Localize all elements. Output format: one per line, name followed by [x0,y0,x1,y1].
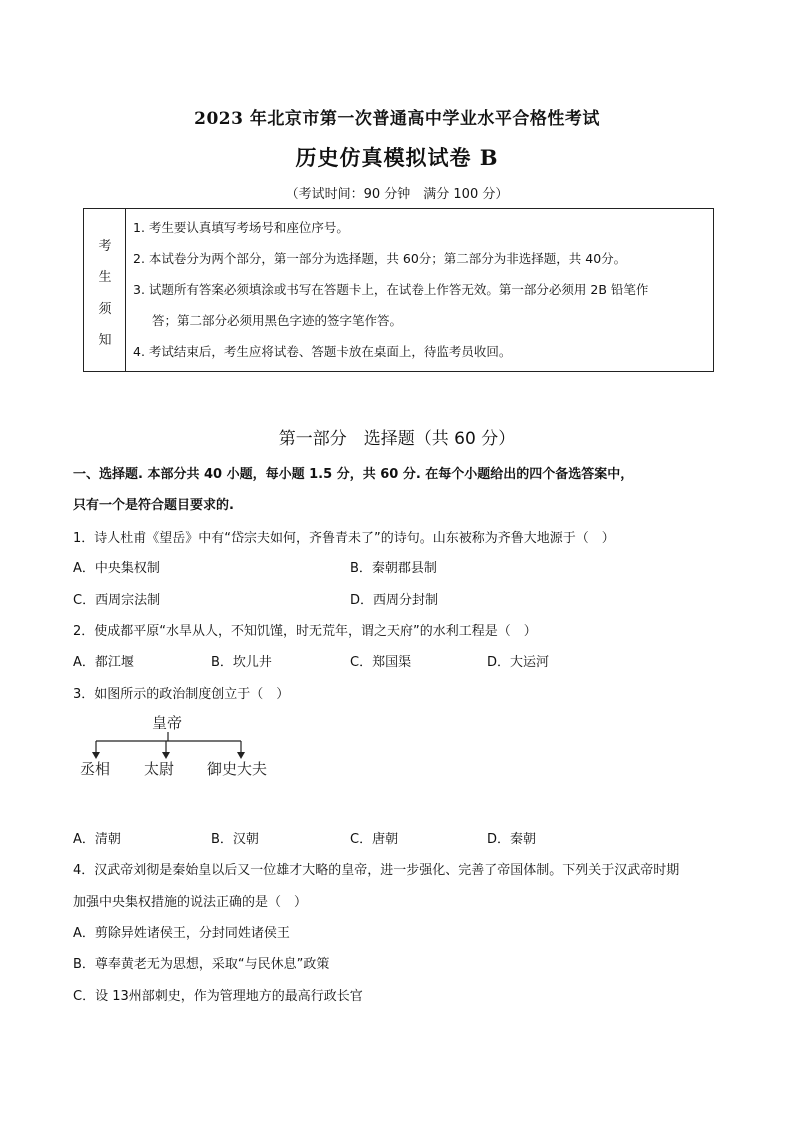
diagram-arrowhead [92,752,100,759]
question-1-stem: 1．诗人杜甫《望岳》中有“岱宗夫如何，齐鲁青未了”的诗句。山东被称为齐鲁大地源于（ ） [73,531,615,546]
question-3-stem: 3．如图所示的政治制度创立于（ ） [73,687,290,702]
notice-item: 3. 试题所有答案必须填涂或书写在答题卡上，在试卷上作答无效。第一部分必须用 2B 铅笔作 [133,282,649,297]
question-1-option-d[interactable]: D．西周分封制 [350,593,439,608]
part-one-title: 第一部分 选择题（共 60 分） [278,429,516,449]
question-3-option-c[interactable]: C．唐朝 [350,832,399,847]
instructions-emphasis: 在每个小题给出的四个备选答案中， [425,467,634,482]
exam-subject-title: 历史仿真模拟试卷 B [295,145,499,170]
question-4-option-b[interactable]: B．尊奉黄老无为思想，采取“与民休息”政策 [73,957,330,972]
question-3-option-a[interactable]: A．清朝 [73,832,121,847]
question-4-option-a[interactable]: A．剪除异姓诸侯王，分封同姓诸侯王 [73,926,290,941]
instructions-prefix: 一、选择题. 本部分共 40 小题，每小题 1.5 分，共 60 分. [73,467,426,482]
exam-duration-score: （考试时间：90 分钟 满分 100 分） [285,187,509,202]
political-system-diagram [76,708,296,788]
question-4-stem-line1: 4．汉武帝刘彻是秦始皇以后又一位雄才大略的皇帝，进一步强化、完善了帝国体制。下列关于汉武帝时期 [73,863,680,878]
candidate-notice-box [83,208,714,372]
question-2-option-c[interactable]: C．郑国渠 [350,655,412,670]
question-1-option-c[interactable]: C．西周宗法制 [73,593,161,608]
diagram-child-node: 太尉 [144,760,175,778]
question-2-option-b[interactable]: B．坎儿井 [211,655,272,670]
exam-title: 2023 年北京市第一次普通高中学业水平合格性考试 [194,109,600,129]
question-2-stem: 2．使成都平原“水旱从人，不知饥馑，时无荒年，谓之天府”的水利工程是（ ） [73,624,537,639]
question-2-option-a[interactable]: A．都江堰 [73,655,134,670]
notice-label-char: 生 [98,270,112,285]
diagram-arrowhead [162,752,170,759]
diagram-child-node: 御史大夫 [207,760,268,778]
notice-label-char: 须 [98,302,112,317]
question-4-stem-line2: 加强中央集权措施的说法正确的是（ ） [73,895,308,910]
notice-label-column [84,209,126,371]
notice-label-char: 知 [98,333,112,348]
notice-item-continuation: 答；第二部分必须用黑色字迹的签字笔作答。 [152,313,403,328]
section-instructions-line1 [73,463,633,482]
question-1-option-b[interactable]: B．秦朝郡县制 [350,561,437,576]
notice-label-char: 考 [98,239,112,254]
notice-item: 2. 本试卷分为两个部分，第一部分为选择题，共 60分；第二部分为非选择题，共 40分。 [133,251,627,266]
notice-item: 4. 考试结束后，考生应将试卷、答题卡放在桌面上，待监考员收回。 [133,344,512,359]
question-3-option-d[interactable]: D．秦朝 [487,832,537,847]
diagram-child-node: 丞相 [80,760,111,778]
question-2-option-d[interactable]: D．大运河 [487,655,550,670]
question-1-option-a[interactable]: A．中央集权制 [73,561,160,576]
diagram-arrowhead [237,752,245,759]
diagram-top-node: 皇帝 [152,714,183,732]
question-3-option-b[interactable]: B．汉朝 [211,832,259,847]
notice-item: 1. 考生要认真填写考场号和座位序号。 [133,220,349,235]
question-4-option-c[interactable]: C．设 13州部刺史，作为管理地方的最高行政长官 [73,989,363,1004]
section-instructions-line2: 只有一个是符合题目要求的. [73,498,234,513]
